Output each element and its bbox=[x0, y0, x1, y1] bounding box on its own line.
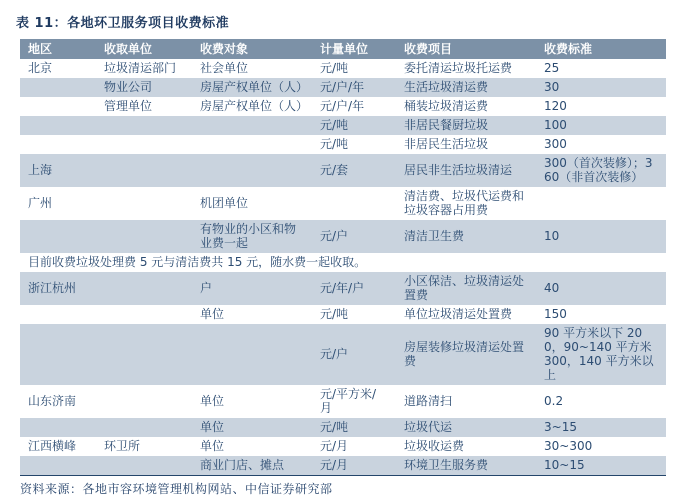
table-cell: 道路清扫 bbox=[404, 394, 453, 408]
table-cell: 上海 bbox=[20, 154, 96, 187]
table-cell: 垃圾清运部门 bbox=[104, 61, 177, 75]
column-header: 收费项目 bbox=[396, 39, 536, 59]
table-cell bbox=[192, 154, 312, 187]
table-cell: 元/吨 bbox=[312, 418, 396, 437]
note-text: 目前收费垃圾处理费 5 元与清洁费共 15 元，随水费一起收取。 bbox=[28, 255, 367, 269]
table-cell: 元/户/年 bbox=[312, 78, 396, 97]
table-cell: 40 bbox=[536, 272, 666, 305]
table-cell: 环卫所 bbox=[104, 439, 141, 453]
table-row bbox=[20, 187, 666, 220]
table-cell: 300 bbox=[544, 137, 567, 151]
table-cell bbox=[96, 456, 192, 476]
table-row bbox=[20, 418, 666, 437]
note-row bbox=[20, 253, 666, 272]
table-cell: 元/户 bbox=[312, 324, 396, 385]
table-cell: 垃圾收运费 bbox=[404, 439, 465, 453]
table-cell: 30~300 bbox=[544, 439, 593, 453]
table-cell: 房屋产权单位（人） bbox=[200, 99, 309, 113]
table-cell: 元/户 bbox=[312, 220, 396, 253]
table-cell: 山东济南 bbox=[28, 394, 77, 408]
table-cell: 元/吨 bbox=[312, 116, 396, 135]
table-cell: 单位 bbox=[192, 418, 312, 437]
table-cell bbox=[20, 456, 96, 476]
table-cell: 元/户/年 bbox=[320, 99, 365, 113]
table-cell bbox=[20, 116, 96, 135]
column-header: 计量单位 bbox=[312, 39, 396, 59]
table-row bbox=[20, 135, 666, 154]
table-row bbox=[20, 385, 666, 418]
table-cell: 江西横峰 bbox=[28, 439, 77, 453]
table-cell: 元/套 bbox=[312, 154, 396, 187]
table-cell: 商业门店、摊点 bbox=[192, 456, 312, 476]
table-cell bbox=[96, 324, 192, 385]
table-cell bbox=[96, 187, 192, 220]
table-cell: 环境卫生服务费 bbox=[396, 456, 536, 476]
table-cell: 300（首次装修）；360（非首次装修） bbox=[536, 154, 666, 187]
table-cell: 社会单位 bbox=[200, 61, 249, 75]
table-cell: 非居民餐厨垃圾 bbox=[396, 116, 536, 135]
table-cell: 桶装垃圾清运费 bbox=[404, 99, 489, 113]
table-cell: 生活垃圾清运费 bbox=[396, 78, 536, 97]
table-cell: 元/吨 bbox=[320, 307, 349, 321]
column-header: 收费对象 bbox=[192, 39, 312, 59]
table-cell: 0.2 bbox=[544, 394, 564, 408]
table-cell: 元/吨 bbox=[320, 61, 349, 75]
source-note: 资料来源：各地市容环境管理机构网站、中信证券研究部 bbox=[20, 482, 333, 496]
table-cell: 25 bbox=[544, 61, 560, 75]
table-cell: 单位 bbox=[200, 439, 225, 453]
table-cell: 房屋装修垃圾清运处置费 bbox=[396, 324, 536, 385]
table-cell bbox=[20, 220, 96, 253]
table-cell bbox=[96, 135, 192, 154]
table-row bbox=[20, 97, 666, 116]
column-header: 收费标准 bbox=[536, 39, 666, 59]
table-cell: 广州 bbox=[28, 196, 53, 210]
table-row bbox=[20, 324, 666, 385]
table-cell: 150 bbox=[544, 307, 567, 321]
table-cell: 元/平方米/月 bbox=[320, 387, 377, 415]
fee-table-head bbox=[20, 39, 666, 59]
fee-table bbox=[20, 39, 666, 476]
table-cell: 清洁费、垃圾代运费和垃圾容器占用费 bbox=[404, 189, 525, 217]
table-row bbox=[20, 437, 666, 456]
table-cell: 单位 bbox=[200, 394, 225, 408]
table-cell: 元/吨 bbox=[320, 137, 349, 151]
table-cell bbox=[20, 305, 96, 324]
table-row bbox=[20, 154, 666, 187]
table-cell bbox=[20, 78, 96, 97]
table-cell: 户 bbox=[192, 272, 312, 305]
table-cell: 元/年/户 bbox=[312, 272, 396, 305]
table-cell: 元/月 bbox=[312, 456, 396, 476]
table-cell: 北京 bbox=[28, 61, 53, 75]
table-cell bbox=[20, 418, 96, 437]
table-cell: 有物业的小区和物业费一起 bbox=[192, 220, 312, 253]
table-row bbox=[20, 305, 666, 324]
table-cell: 居民非生活垃圾清运 bbox=[396, 154, 536, 187]
table-cell: 单位 bbox=[200, 307, 225, 321]
header-row bbox=[20, 39, 666, 59]
table-cell: 30 bbox=[536, 78, 666, 97]
table-cell: 机团单位 bbox=[200, 196, 249, 210]
table-cell bbox=[20, 97, 96, 116]
table-cell bbox=[96, 220, 192, 253]
table-cell: 10 bbox=[536, 220, 666, 253]
column-header: 收取单位 bbox=[96, 39, 192, 59]
table-cell bbox=[20, 135, 96, 154]
table-cell: 清洁卫生费 bbox=[396, 220, 536, 253]
table-row bbox=[20, 220, 666, 253]
table-cell bbox=[192, 116, 312, 135]
table-cell: 非居民生活垃圾 bbox=[404, 137, 489, 151]
table-cell bbox=[96, 154, 192, 187]
table-cell: 委托清运垃圾托运费 bbox=[404, 61, 513, 75]
table-cell bbox=[192, 135, 312, 154]
table-cell: 物业公司 bbox=[96, 78, 192, 97]
table-cell bbox=[536, 187, 666, 220]
table-cell bbox=[192, 324, 312, 385]
table-cell: 单位垃圾清运处置费 bbox=[404, 307, 513, 321]
table-cell bbox=[96, 116, 192, 135]
table-cell: 10~15 bbox=[536, 456, 666, 476]
table-row bbox=[20, 59, 666, 78]
table-row bbox=[20, 456, 666, 476]
table-cell bbox=[312, 187, 396, 220]
column-header: 地区 bbox=[20, 39, 96, 59]
table-cell: 垃圾代运 bbox=[396, 418, 536, 437]
table-cell bbox=[96, 385, 192, 418]
page-title: 表 11：各地环卫服务项目收费标准 bbox=[16, 16, 230, 31]
table-row bbox=[20, 78, 666, 97]
table-cell: 元/月 bbox=[320, 439, 349, 453]
table-cell bbox=[96, 418, 192, 437]
table-row bbox=[20, 272, 666, 305]
table-cell: 管理单位 bbox=[104, 99, 153, 113]
table-cell: 90 平方米以下 200，90~140 平方米 300，140 平方米以上 bbox=[536, 324, 666, 385]
table-cell bbox=[96, 272, 192, 305]
table-cell: 房屋产权单位（人） bbox=[192, 78, 312, 97]
table-row bbox=[20, 116, 666, 135]
table-cell bbox=[20, 324, 96, 385]
table-cell bbox=[96, 305, 192, 324]
fee-table-body bbox=[20, 59, 666, 476]
table-cell: 小区保洁、垃圾清运处置费 bbox=[396, 272, 536, 305]
table-cell: 120 bbox=[544, 99, 567, 113]
table-cell: 100 bbox=[536, 116, 666, 135]
table-cell: 浙江杭州 bbox=[20, 272, 96, 305]
table-cell: 3~15 bbox=[536, 418, 666, 437]
